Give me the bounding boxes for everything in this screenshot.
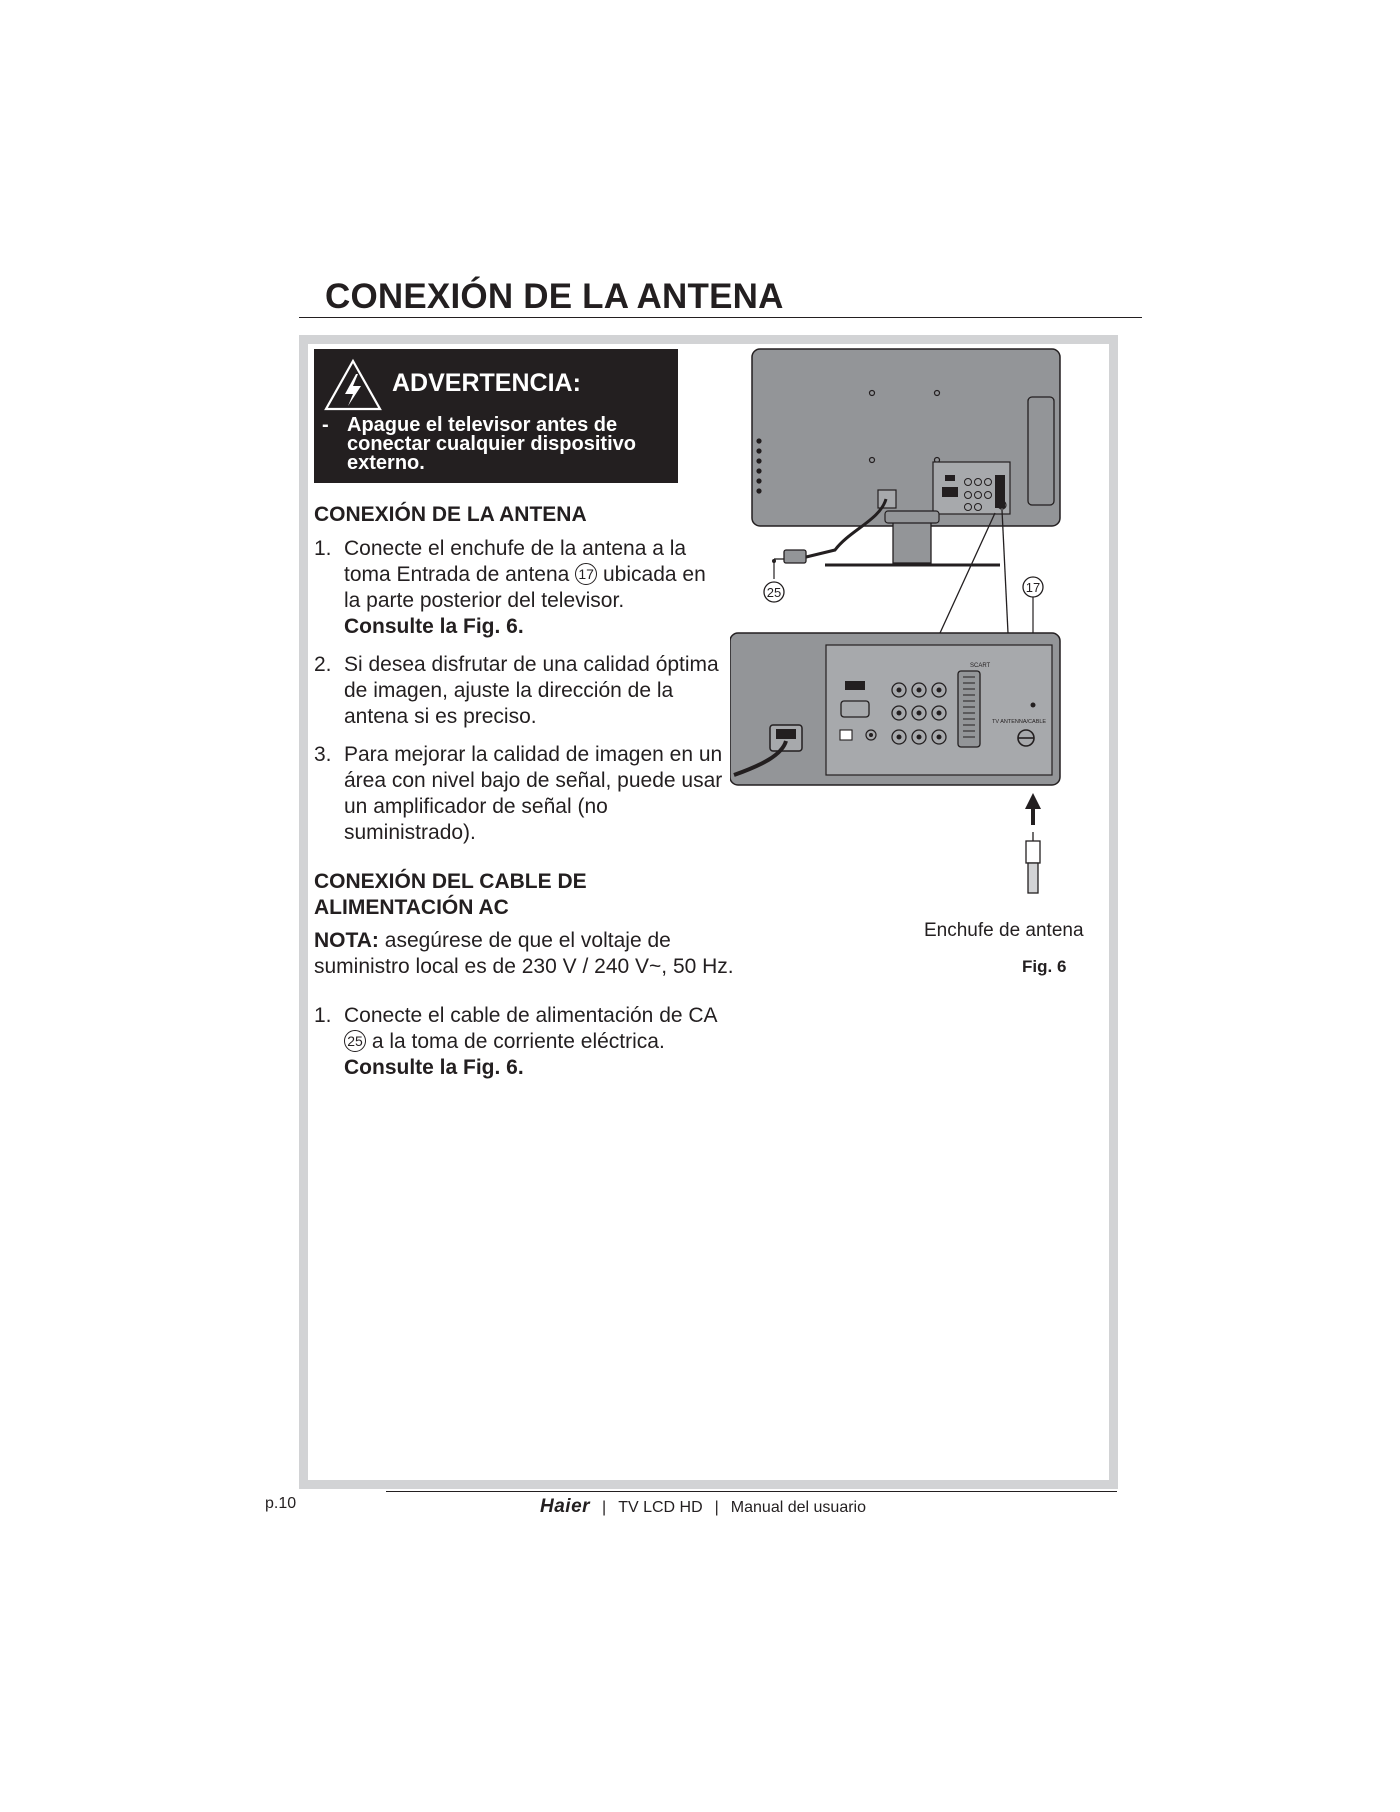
note-label: NOTA:	[314, 929, 379, 952]
footer	[540, 1496, 866, 1518]
figure-caption: Fig. 6	[1022, 957, 1067, 976]
power-plug	[784, 550, 806, 563]
step-number: 3.	[314, 743, 332, 766]
power-steps	[314, 1003, 724, 1093]
callout-25-icon: 25	[344, 1030, 366, 1052]
list-item	[314, 536, 724, 640]
antenna-plug-icon	[1026, 841, 1040, 863]
step-text: Conecte el enchufe de la antena a la toma Entrada de antena	[344, 537, 687, 586]
power-heading-line2: ALIMENTACIÓN AC	[314, 896, 509, 919]
step-text: a la toma de corriente eléctrica.	[366, 1030, 665, 1053]
footer-separator: |	[714, 1499, 719, 1516]
tv-rear-connection-diagram	[730, 345, 1090, 945]
antenna-port-label: TV ANTENNA/CABLE	[992, 719, 1047, 725]
callout-25-label: 25	[766, 585, 782, 600]
step-number: 1.	[314, 1004, 332, 1027]
callout-17-icon: 17	[575, 563, 597, 585]
step-text: Conecte el cable de alimentación de CA	[344, 1004, 717, 1027]
step-text: ubicada en la parte posterior del televisor.	[344, 563, 706, 612]
brand-logo: Haier	[540, 1496, 591, 1517]
warning-bullet: -	[322, 414, 329, 436]
scart-label: SCART	[970, 663, 991, 669]
step-text: Si desea disfrutar de una calidad óptima de imagen, ajuste la dirección de la antena si es preciso.	[344, 653, 719, 728]
high-voltage-warning-icon	[323, 358, 383, 412]
step-number: 1.	[314, 537, 332, 560]
step-reference: Consulte la Fig. 6.	[344, 1056, 524, 1079]
footer-product: TV LCD HD	[618, 1499, 703, 1516]
warning-text: Apague el televisor antes de conectar cualquier dispositivo externo.	[347, 414, 636, 474]
tv-back-panel	[752, 349, 1060, 526]
list-item	[314, 652, 724, 730]
antenna-plug-label: Enchufe de antena	[924, 920, 1084, 941]
step-reference: Consulte la Fig. 6.	[344, 615, 524, 638]
antenna-steps	[314, 536, 724, 858]
step-number: 2.	[314, 653, 332, 676]
power-heading	[314, 869, 587, 921]
footer-manual: Manual del usuario	[730, 1499, 866, 1516]
warning-box	[314, 349, 678, 483]
list-item	[314, 742, 724, 846]
antenna-heading: CONEXIÓN DE LA ANTENA	[314, 503, 587, 526]
warning-title: ADVERTENCIA:	[392, 369, 581, 397]
page-number: p.10	[265, 1495, 297, 1512]
footer-separator: |	[602, 1499, 607, 1516]
list-item	[314, 1003, 724, 1081]
step-text: Para mejorar la calidad de imagen en un área con nivel bajo de señal, puede usar un amplificador de señal (no suministrado).	[344, 743, 723, 844]
voltage-note	[314, 928, 734, 980]
callout-17-label: 17	[1025, 580, 1041, 595]
antenna-input-jack	[1031, 703, 1036, 708]
power-heading-line1: CONEXIÓN DEL CABLE DE	[314, 870, 587, 893]
footer-rule	[386, 1491, 1117, 1492]
tv-side-handle	[1028, 397, 1054, 505]
title-rule	[299, 317, 1142, 318]
page-title: CONEXIÓN DE LA ANTENA	[325, 277, 784, 316]
note-text: asegúrese de que el voltaje de suministro local es de 230 V / 240 V~, 50 Hz.	[314, 929, 734, 978]
